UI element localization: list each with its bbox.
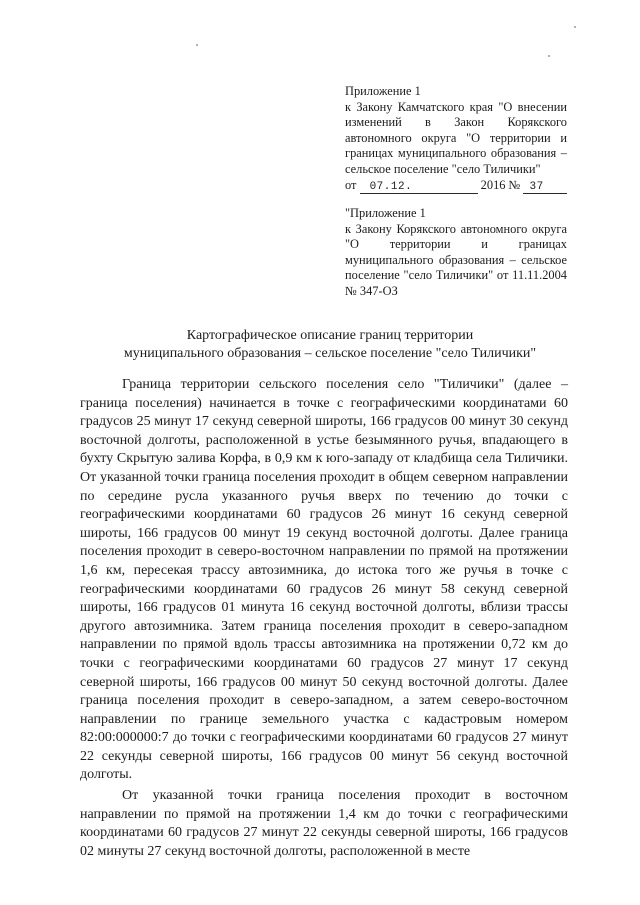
date-field: 07.12.: [360, 181, 478, 194]
date-prefix: от: [345, 177, 357, 192]
title-line-2: муниципального образования – сельское поселение "село Тиличики": [123, 346, 537, 361]
original-law-reference: к Закону Корякского автономного округа "О территории и границах муниципального образования – сельское поселение "село Тиличики" от 11.11.2004 № 347-ОЗ: [345, 221, 567, 298]
annex-date-line: [345, 178, 567, 194]
year-and-number-label: 2016 №: [480, 177, 521, 192]
document-body: [80, 376, 568, 861]
body-paragraph: Граница территории сельского поселения село "Тиличики" (далее – граница поселения) начинается в точке с географическими координатами 60 градусов 25 минут 17 секунд северной широты, 166 градусов 00 минут 30 секунд восточной долготы, расположенной в устье безымянного ручья, впадающего в бухту Скрытую залива Корфа, в 0,9 км к юго-западу от кладбища села Тиличики. От указанной точки граница поселения проходит в общем северном направлении по середине русла указанного ручья вверх по течению до точки с географическими координатами 60 градусов 26 минут 16 секунд северной широты, 166 градусов 00 минут 19 секунд восточной долготы. Далее граница поселения проходит в северо-восточном направлении по прямой на протяжении 1,6 км, пересекая трассу автозимника, до истока того же ручья в точке с географическими координатами 60 градусов 26 минут 58 секунд северной широты, 166 градусов 01 минута 16 секунд восточной долготы, вблизи трассы другого автозимника. Затем граница поселения проходит в северо-западном направлении по прямой вдоль трассы автозимника на протяжении 0,72 км до точки с географическими координатами 60 градусов 27 минут 17 секунд северной широты, 166 градусов 00 минут 50 секунд восточной долготы. Далее граница поселения проходит в северо-западном, а затем северо-восточном направлении по границе земельного участка с кадастровым номером 82:00:000000:7 до точки с географическими координатами 60 градусов 27 минут 22 секунды северной широты, 166 градусов 00 минут 56 секунд восточной долготы.: [80, 377, 568, 783]
scan-speck: [196, 44, 198, 46]
scan-speck: [574, 26, 576, 28]
law-number-field: 37: [523, 181, 567, 194]
annex-block-current: [345, 84, 567, 194]
body-paragraph: От указанной точки граница поселения проходит в восточном направлении по прямой на протяжении 1,4 км до точки с географическими координатами 60 градусов 27 минут 22 секунды северной широты, 166 градусов 02 минуты 27 секунд восточной долготы, расположенной в месте: [80, 788, 568, 859]
title-line-1: Картографическое описание границ территории: [186, 328, 474, 343]
annex-heading: Приложение 1: [345, 84, 421, 98]
original-annex-heading: "Приложение 1: [345, 206, 426, 220]
scan-speck: [548, 55, 550, 57]
annex-block-original: [345, 206, 567, 300]
annex-law-reference: к Закону Камчатского края "О внесении изменений в Закон Корякского автономного округа "О территории и границах муниципального образования – сельское поселение "село Тиличики": [345, 99, 567, 176]
document-title: [60, 327, 600, 363]
